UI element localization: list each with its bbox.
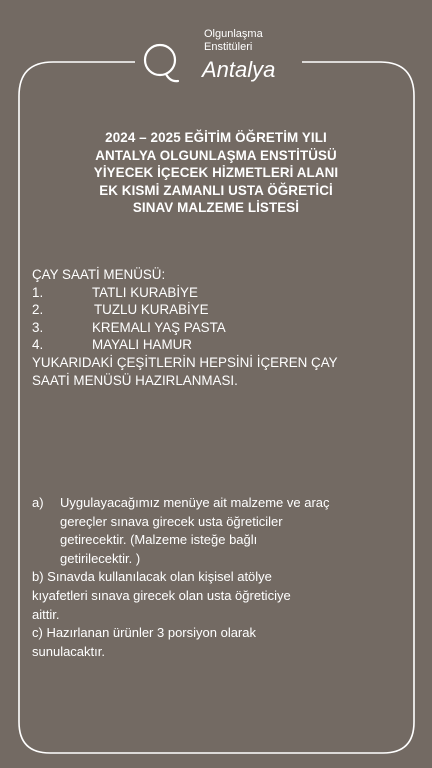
menu-item-text: TATLI KURABİYE xyxy=(92,284,198,300)
logo-swirl-icon xyxy=(138,38,184,86)
menu-section xyxy=(32,266,404,389)
menu-item-text: MAYALI HAMUR xyxy=(92,337,192,353)
menu-item-number: 2. xyxy=(32,302,44,318)
menu-item-text: KREMALI YAŞ PASTA xyxy=(92,319,226,335)
menu-item xyxy=(32,301,404,319)
menu-item xyxy=(32,284,404,302)
menu-item-number: 1. xyxy=(32,284,44,300)
note-line: gereçler sınava girecek usta öğreticiler xyxy=(60,513,283,529)
title-line: EK KISMİ ZAMANLI USTA ÖĞRETİCİ xyxy=(99,182,333,198)
menu-item-number: 4. xyxy=(32,337,44,353)
note-line: c) Hazırlanan ürünler 3 porsiyon olarak xyxy=(32,625,256,641)
logo-line-2: Enstitüleri xyxy=(204,41,253,53)
menu-item xyxy=(32,319,404,337)
logo-line-1: Olgunlaşma xyxy=(204,28,263,40)
document-title xyxy=(30,129,402,217)
note-line: b) Sınavda kullanılacak olan kişisel atölye xyxy=(32,569,272,585)
note-b xyxy=(32,568,392,624)
menu-note-line: YUKARIDAKİ ÇEŞİTLERİN HEPSİNİ İÇEREN ÇAY xyxy=(32,354,338,370)
note-line: getirecektir. (Malzeme isteğe bağlı xyxy=(60,532,258,548)
note-c xyxy=(32,624,392,661)
note-label: a) xyxy=(32,495,44,510)
title-line: 2024 – 2025 EĞİTİM ÖĞRETİM YILI xyxy=(105,130,327,145)
menu-note-line: SAATİ MENÜSÜ HAZIRLANMASI. xyxy=(32,372,238,388)
menu-heading: ÇAY SAATİ MENÜSÜ: xyxy=(32,267,166,282)
note-line: getirilecektir. ) xyxy=(60,550,141,566)
note-a xyxy=(32,494,392,568)
logo-city: Antalya xyxy=(202,57,276,82)
menu-item-number: 3. xyxy=(32,319,44,335)
title-line: YİYECEK İÇECEK HİZMETLERİ ALANI xyxy=(93,165,339,181)
note-line: Uygulayacağımız menüye ait malzeme ve araç xyxy=(60,495,330,510)
note-line: kıyafetleri sınava girecek olan usta öğreticiye xyxy=(32,587,291,603)
note-line: sunulacaktır. xyxy=(32,643,105,659)
institution-logo xyxy=(138,28,298,90)
menu-item-text: TUZLU KURABİYE xyxy=(94,302,209,318)
title-line: ANTALYA OLGUNLAŞMA ENSTİTÜSÜ xyxy=(95,147,337,163)
exam-notes xyxy=(32,494,392,661)
menu-item xyxy=(32,336,404,354)
title-line: SINAV MALZEME LİSTESİ xyxy=(132,200,300,216)
note-line: aittir. xyxy=(32,606,60,622)
